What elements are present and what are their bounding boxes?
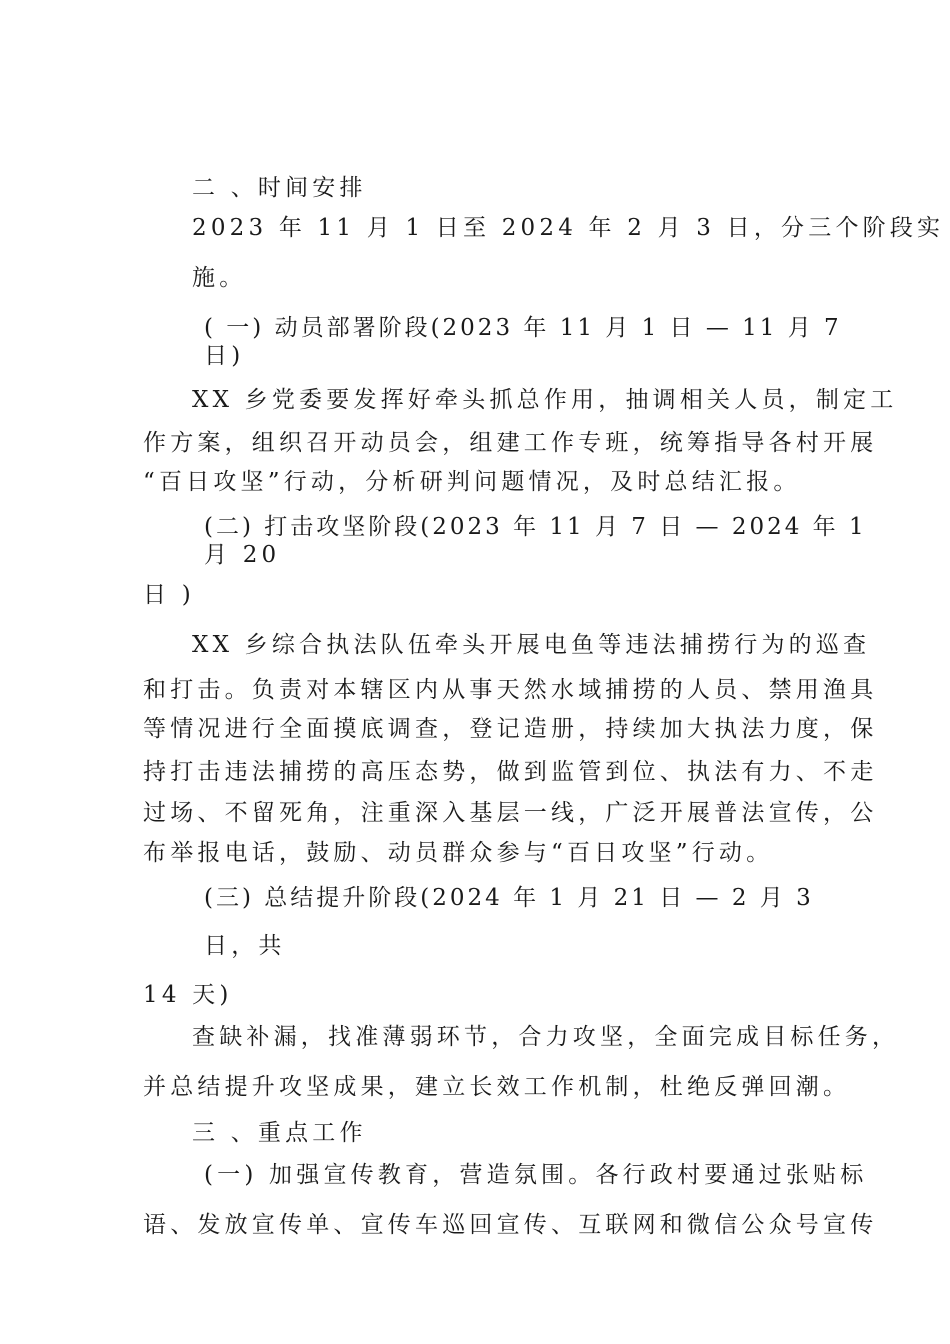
phase1-heading-line-1: ( 一) 动员部署阶段(2023 年 11 月 1 日 — 11 月 7 bbox=[204, 315, 842, 341]
phase2-heading-line-3: 日 ) bbox=[143, 582, 195, 608]
section-heading-key-work: 三 、重点工作 bbox=[192, 1120, 367, 1146]
phase2-body-line: 过场、不留死角，注重深入基层一线，广泛开展普法宣传，公 bbox=[143, 800, 878, 826]
phase1-body-line: XX 乡党委要发挥好牵头抓总作用，抽调相关人员，制定工 bbox=[192, 387, 898, 413]
schedule-intro-line-1: 2023 年 11 月 1 日至 2024 年 2 月 3 日，分三个阶段实 bbox=[192, 215, 945, 241]
phase1-body-line: “百日攻坚”行动，分析研判问题情况，及时总结汇报。 bbox=[143, 469, 801, 495]
phase3-heading-line-1: (三) 总结提升阶段(2024 年 1 月 21 日 — 2 月 3 bbox=[204, 885, 814, 911]
phase2-body-line: 等情况进行全面摸底调查，登记造册，持续加大执法力度，保 bbox=[143, 716, 878, 742]
phase3-body-line: 并总结提升攻坚成果，建立长效工作机制，杜绝反弹回潮。 bbox=[143, 1074, 851, 1100]
phase3-heading-line-3: 14 天) bbox=[143, 982, 233, 1008]
phase2-heading-line-1: (二) 打击攻坚阶段(2023 年 11 月 7 日 — 2024 年 1 bbox=[204, 514, 867, 540]
key-work-item-line: (一) 加强宣传教育，营造氛围。各行政村要通过张贴标 bbox=[204, 1162, 868, 1188]
phase2-body-line: 布举报电话，鼓励、动员群众参与“百日攻坚”行动。 bbox=[143, 840, 774, 866]
phase3-body-line: 查缺补漏，找准薄弱环节，合力攻坚，全面完成目标任务， bbox=[192, 1024, 900, 1050]
phase2-body-line: 和打击。负责对本辖区内从事天然水域捕捞的人员、禁用渔具 bbox=[143, 677, 878, 703]
section-heading-schedule: 二 、时间安排 bbox=[192, 175, 367, 201]
key-work-item-line: 语、发放宣传单、宣传车巡回宣传、互联网和微信公众号宣传 bbox=[143, 1212, 878, 1238]
schedule-intro-line-2: 施。 bbox=[192, 265, 247, 291]
phase2-body-line: XX 乡综合执法队伍牵头开展电鱼等违法捕捞行为的巡查 bbox=[192, 632, 871, 658]
phase1-heading-line-2: 日) bbox=[204, 343, 245, 369]
phase3-heading-line-2: 日，共 bbox=[204, 933, 286, 959]
phase1-body-line: 作方案，组织召开动员会，组建工作专班，统筹指导各村开展 bbox=[143, 430, 878, 456]
phase2-heading-line-2: 月 20 bbox=[204, 542, 281, 568]
phase2-body-line: 持打击违法捕捞的高压态势，做到监管到位、执法有力、不走 bbox=[143, 759, 878, 785]
